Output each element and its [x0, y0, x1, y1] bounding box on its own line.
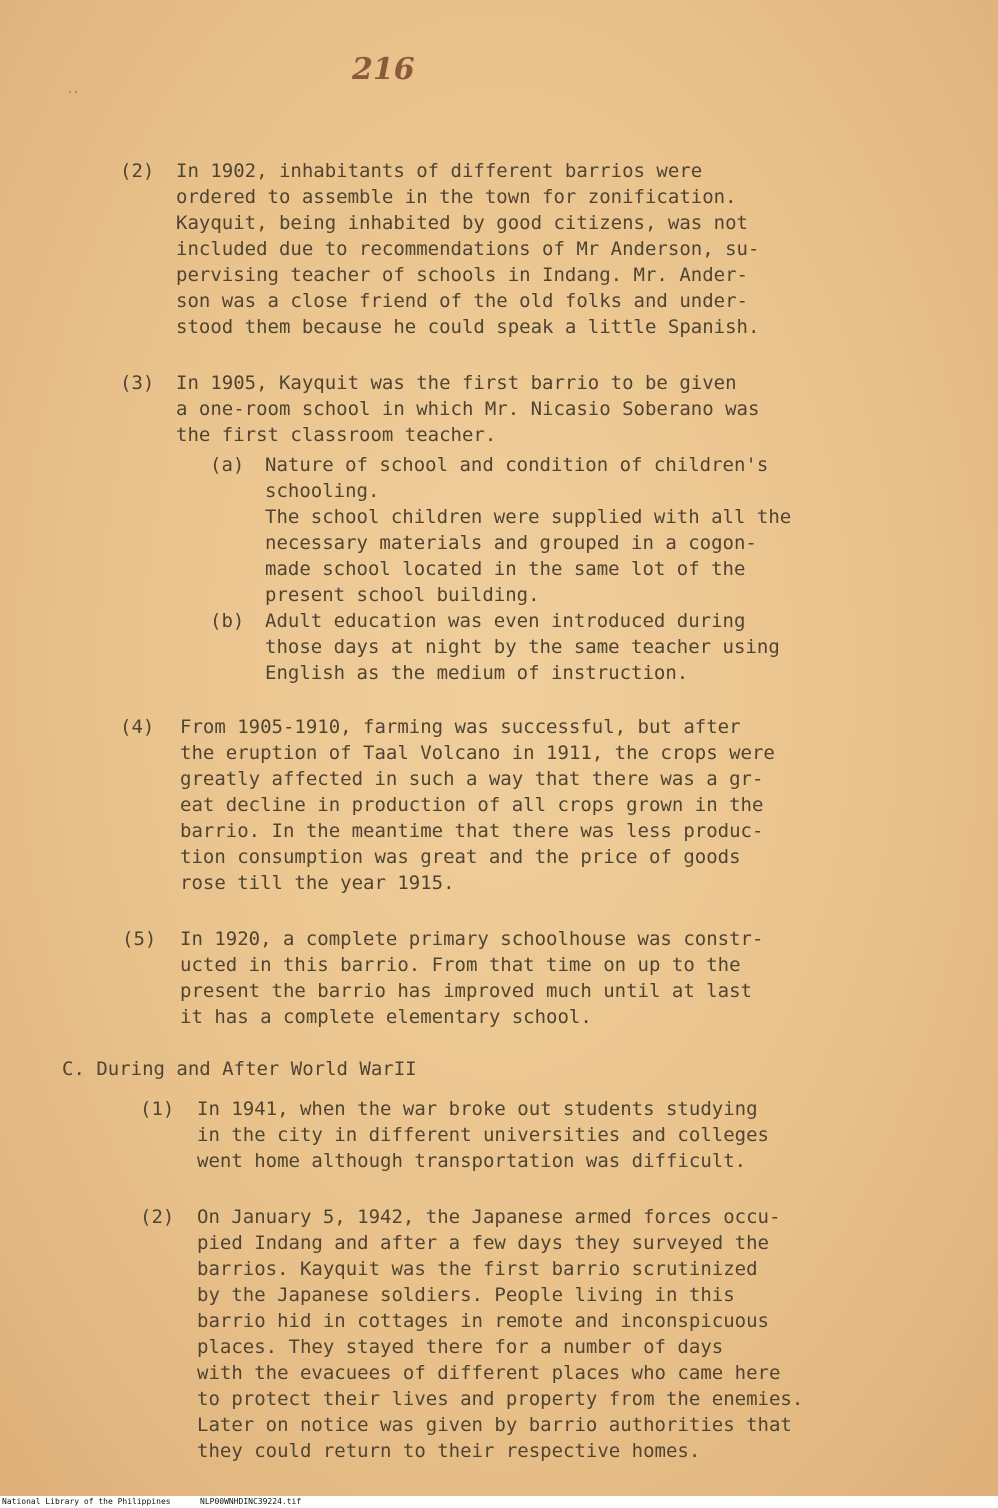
- text-line: made school located in the same lot of the: [265, 558, 746, 580]
- text-line: greatly affected in such a way that there was a gr-: [180, 768, 764, 790]
- text-line: ucted in this barrio. From that time on up to the: [180, 954, 741, 976]
- text-line: schooling.: [265, 480, 380, 502]
- item-number: (2): [140, 1206, 175, 1228]
- paragraph-c-item-2: [197, 1204, 803, 1464]
- text-line: barrios. Kayquit was the first barrio scrutinized: [197, 1258, 758, 1280]
- text-line: The school children were supplied with all the: [265, 506, 792, 528]
- text-line: included due to recommendations of Mr Anderson, su-: [176, 238, 760, 260]
- text-line: Nature of school and condition of children's: [265, 454, 769, 476]
- item-number: (1): [140, 1098, 175, 1120]
- text-line: barrio hid in cottages in remote and inconspicuous: [197, 1310, 769, 1332]
- text-line: went home although transportation was difficult.: [197, 1150, 747, 1172]
- text-line: those days at night by the same teacher using: [265, 636, 780, 658]
- text-line: to protect their lives and property from the enemies.: [197, 1388, 804, 1410]
- paragraph-subitem-b: [265, 608, 780, 686]
- text-line: stood them because he could speak a little Spanish.: [176, 316, 760, 338]
- text-line: a one-room school in which Mr. Nicasio Soberano was: [176, 398, 760, 420]
- text-line: in the city in different universities and colleges: [197, 1124, 769, 1146]
- text-line: ordered to assemble in the town for zonification.: [176, 186, 737, 208]
- text-line: On January 5, 1942, the Japanese armed forces occu-: [197, 1206, 781, 1228]
- text-line: Later on notice was given by barrio authorities that: [197, 1414, 792, 1436]
- text-line: son was a close friend of the old folks and under-: [176, 290, 748, 312]
- item-number: (2): [120, 160, 155, 182]
- paragraph-item-3: [176, 370, 759, 448]
- text-line: places. They stayed there for a number of days: [197, 1336, 724, 1358]
- text-line: In 1905, Kayquit was the first barrio to be given: [176, 372, 737, 394]
- subitem-letter: (a): [210, 454, 245, 476]
- paragraph-item-4: [180, 714, 775, 896]
- paragraph-item-2: [176, 158, 759, 340]
- text-line: necessary materials and grouped in a cogon-: [265, 532, 757, 554]
- footer-file: NLP00WNHDINC39224.tif: [200, 1497, 302, 1506]
- text-line: tion consumption was great and the price of goods: [180, 846, 741, 868]
- text-line: Kayquit, being inhabited by good citizens, was not: [176, 212, 748, 234]
- page-number: 216: [352, 52, 415, 87]
- paragraph-item-5: [180, 926, 763, 1030]
- text-line: eat decline in production of all crops grown in the: [180, 794, 764, 816]
- text-line: In 1920, a complete primary schoolhouse was constr-: [180, 928, 764, 950]
- paragraph-subitem-a: [265, 452, 791, 608]
- text-line: pied Indang and after a few days they surveyed the: [197, 1232, 769, 1254]
- text-line: it has a complete elementary school.: [180, 1006, 592, 1028]
- text-line: In 1941, when the war broke out students studying: [197, 1098, 758, 1120]
- text-line: barrio. In the meantime that there was less produc-: [180, 820, 764, 842]
- text-line: the eruption of Taal Volcano in 1911, the crops were: [180, 742, 775, 764]
- text-line: with the evacuees of different places who came here: [197, 1362, 781, 1384]
- text-line: they could return to their respective homes.: [197, 1440, 701, 1462]
- text-line: From 1905-1910, farming was successful, but after: [180, 716, 741, 738]
- paragraph-c-item-1: [197, 1096, 769, 1174]
- footer-library: National Library of the Philippines: [2, 1497, 171, 1506]
- text-line: In 1902, inhabitants of different barrios were: [176, 160, 703, 182]
- text-line: rose till the year 1915.: [180, 872, 455, 894]
- item-number: (3): [120, 372, 155, 394]
- text-line: English as the medium of instruction.: [265, 662, 689, 684]
- item-number: (5): [122, 928, 157, 950]
- text-line: pervising teacher of schools in Indang. Mr. Ander-: [176, 264, 748, 286]
- subitem-letter: (b): [210, 610, 245, 632]
- text-line: present the barrio has improved much until at last: [180, 980, 752, 1002]
- text-line: Adult education was even introduced during: [265, 610, 746, 632]
- text-line: by the Japanese soldiers. People living in this: [197, 1284, 735, 1306]
- text-line: present school building.: [265, 584, 540, 606]
- margin-dots: ..: [68, 82, 80, 96]
- scan-footer: [0, 1496, 998, 1508]
- section-heading: C. During and After World WarII: [62, 1058, 417, 1080]
- text-line: the first classroom teacher.: [176, 424, 497, 446]
- item-number: (4): [120, 716, 155, 738]
